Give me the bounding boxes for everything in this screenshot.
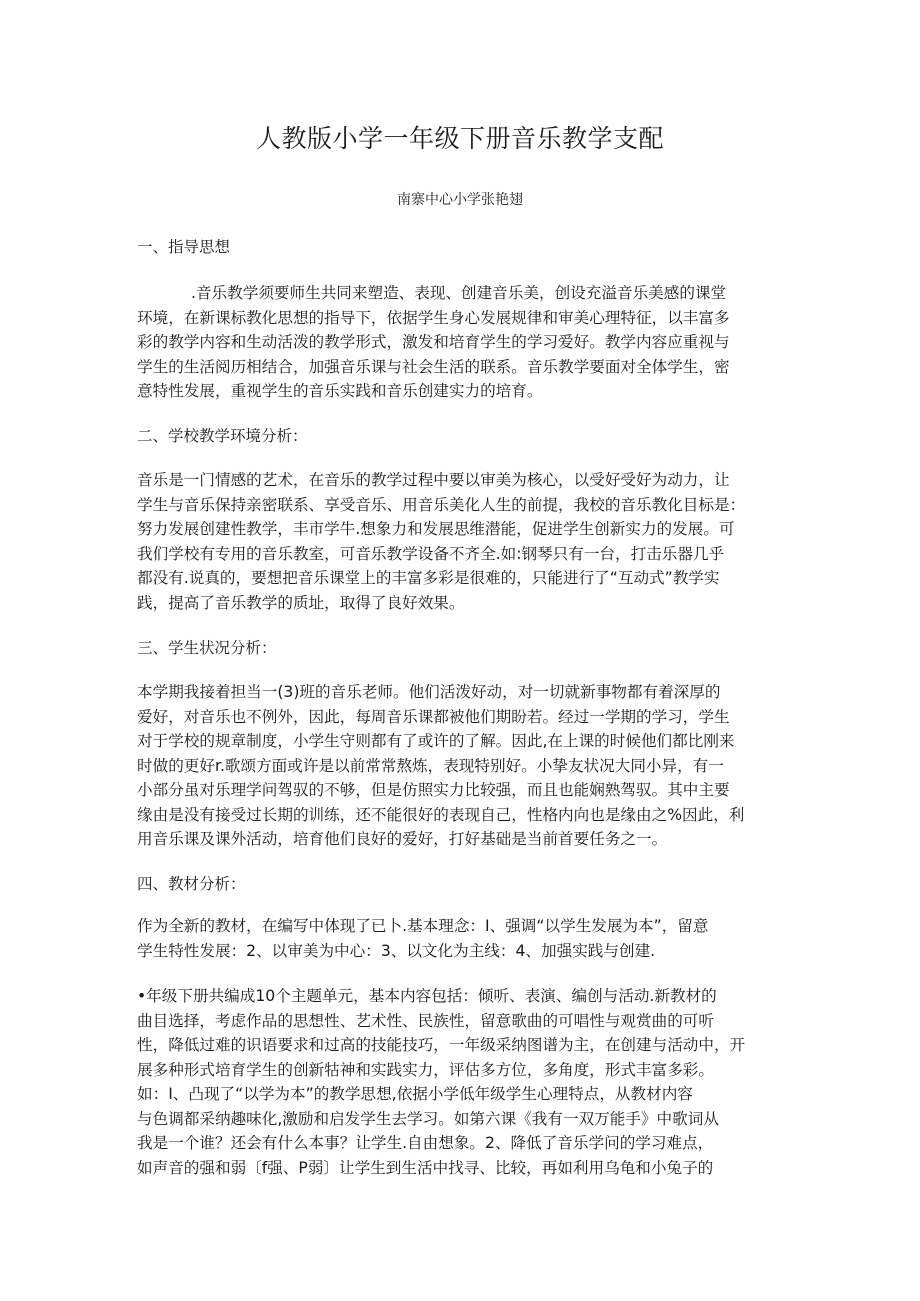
section-paragraph [137, 468, 783, 615]
section-heading-student-analysis: 三、学生状况分析： [137, 639, 277, 657]
paragraph-line: 彩的教学内容和生动活泼的教学形式，激发和培育学生的学习爱好。教学内容应重视与 [137, 333, 730, 351]
paragraph-line: 时做的更好r.歌颂方面或许是以前常常熬炼，表现特别好。小挚友状况大同小异，有一 [137, 756, 724, 775]
paragraph-line: 环境，在新课标教化思想的指导下，依据学生身心发展规律和审美心理特征，以丰富多 [137, 308, 730, 327]
paragraph-line: 我是一个谁？还会有什么本事？让学生.自由想象。2、降低了音乐学问的学习难点， [137, 1134, 714, 1152]
paragraph-line: 缘由是没有接受过长期的训练，还不能很好的表现自己，性格内向也是缘由之%因此，利 [137, 805, 745, 824]
paragraph-line: •年级下册共编成10个主题单元，基本内容包括：倾听、表演、编创与活动.新教材的 [137, 987, 717, 1005]
paragraph-line: 意特性发展，重视学生的音乐实践和音乐创建实力的培育。 [137, 382, 543, 400]
paragraph-line: 对于学校的规章制度，小学生守则都有了或许的了解。因此,在上课的时候他们都比刚来 [137, 732, 735, 750]
paragraph-line: 作为全新的教材，在编写中体现了已卜.基本理念：I、强调“以学生发展为本”，留意 [137, 917, 709, 935]
paragraph-line: 音乐是一门情感的艺术，在音乐的教学过程中要以审美为核心，以受好受好为动力，让 [137, 471, 730, 489]
section-paragraph [137, 914, 783, 963]
paragraph-line: 如声音的强和弱〔f强、P弱〕让学生到生活中找寻、比较，再如利用乌龟和小兔子的 [137, 1158, 714, 1177]
paragraph-line: 本学期我接着担当一(3)班的音乐老师。他们活泼好动，对一切就新事物都有着深厚的 [137, 683, 721, 701]
paragraph-line: 曲目选择，考虑作品的思想性、艺术性、民族性，留意歌曲的可唱性与观赏曲的可听 [137, 1011, 714, 1030]
paragraph-line: 努力发展创建性教学，丰市学牛.想象力和发展思维潜能，促进学生创新实力的发展。可 [137, 520, 735, 538]
section-paragraph [137, 281, 783, 404]
section-heading-textbook-analysis: 四、教材分析： [137, 875, 246, 893]
paragraph-line: 小部分虽对乐理学问驾驭的不够，但是仿照实力比较强，而且也能娴熟驾驭。其中主要 [137, 781, 730, 799]
paragraph-line: .音乐教学须要师生共同来塑造、表现、创建音乐美，创设充溢音乐美感的课堂 [191, 284, 727, 302]
paragraph-line: 展多种形式培育学生的创新牯神和实践实力，评估多方位，多角度，形式丰富多彩。 [137, 1060, 714, 1079]
paragraph-line: 我们学校有专用的音乐教室，可音乐教学设备不齐全.如:钢琴只有一台，打击乐器几乎 [137, 544, 725, 563]
paragraph-line: 性，降低过难的识语要求和过高的技能技巧，一年级采纳图谱为主，在创建与活动中，开 [137, 1036, 746, 1054]
section-heading-guiding-ideology: 一、指导思想 [137, 238, 231, 256]
paragraph-line: 都没有.说真的，要想把音乐课堂上的丰富多彩是很难的，只能进行了“互动式”教学实 [137, 569, 720, 587]
paragraph-line: 学生特性发展：2、以审美为中心：3、以文化为主线：4、加强实践与创建. [137, 941, 656, 960]
paragraph-line: 学生与音乐保持亲密联系、享受音乐、用音乐美化人生的前提，我校的音乐教化目标是： [137, 495, 746, 514]
paragraph-line: 爱好，对音乐也不例外，因此，每周音乐课都被他们期盼若。经过一学期的学习，学生 [137, 707, 730, 726]
paragraph-line: 与色调都采纳趣味化,激励和启发学生去学习。如第六课《我有一双万能手》中歌词从 [137, 1109, 719, 1128]
section-paragraph [137, 680, 783, 852]
paragraph-line: 如：I、凸现了“以学为本”的教学思想,依据小学低年级学生心理特点，从教材内容 [137, 1085, 693, 1103]
document-title: 人教版小学一年级下册音乐教学支配 [255, 124, 664, 153]
paragraph-line: 践，提高了音乐教学的质址，取得了良好效果。 [137, 593, 465, 612]
section-heading-school-environment: 二、学校教学环境分析： [137, 427, 308, 445]
section-paragraph [137, 984, 783, 1180]
document-author: 南寨中心小学张艳翅 [397, 192, 523, 208]
paragraph-line: 学生的生活阅历相结合，加强音乐课与社会生活的联系。音乐教学要面对全体学生，密 [137, 357, 730, 376]
paragraph-line: 用音乐课及课外活动，培育他们良好的爱好，打好基础是当前首要任务之一。 [137, 830, 668, 848]
